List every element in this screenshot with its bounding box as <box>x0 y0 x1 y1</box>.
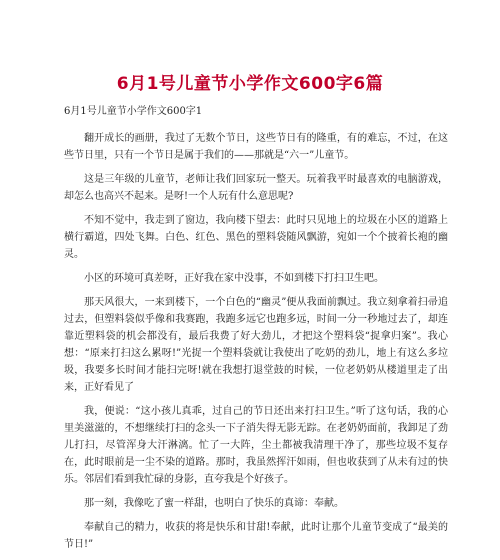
document-title: 6月1号儿童节小学作文600字6篇 <box>116 74 384 94</box>
paragraph: 那天风很大，一来到楼下，一个白色的“幽灵”便从我面前飘过。我立刻拿着扫帚追过去，但塑料袋似乎像和我赛跑，我跑多远它也跑多远，时间一分一秒地过去了，却连靠近塑料袋的机会都没有，最后我费了好大劲儿，才把这个塑料袋“捉拿归案”。我心想：“原来打扫这么累呀!”光捉一个塑料袋就让我使出了吃奶的劲儿，地上有这么多垃圾，我要多长时间才能扫完呀!就在我想打退堂鼓的时候，一位老奶奶从楼道里走了出来，正好看见了 <box>64 297 448 393</box>
paragraph: 奉献自己的精力，收获的将是快乐和甘甜!奉献，此时让那个儿童节变成了“最美的节日!” <box>64 522 448 550</box>
paragraph: 小区的环境可真差呀，正好我在家中没事，不如到楼下打扫卫生吧。 <box>84 273 384 284</box>
paragraph: 不知不觉中，我走到了窗边，我向楼下望去：此时只见地上的垃圾在小区的道路上横行霸道，四处飞舞。白色、红色、黑色的塑料袋随风飘游，宛如一个个披着长袍的幽灵。 <box>64 215 448 260</box>
paragraph: 这是三年级的儿童节，老师让我们回家玩一整天。玩着我平时最喜欢的电脑游戏，却怎么也高兴不起来。是呀!一个人玩有什么意思呢? <box>64 174 448 202</box>
document-subtitle: 6月1号儿童节小学作文600字1 <box>64 106 203 117</box>
paragraph: 翻开成长的画册，我过了无数个节日，这些节日有的隆重，有的难忘，不过，在这些节日里，只有一个节日是属于我们的——那就是“六一”儿童节。 <box>64 133 448 161</box>
paragraph: 我，便说：“这小孩儿真乖，过自己的节日还出来打扫卫生。”听了这句话，我的心里美滋滋的，不想继续打扫的念头一下子消失得无影无踪。在老奶奶面前，我卸足了劲儿打扫，尽管浑身大汗淋漓。忙了一大阵，尘土都被我清理干净了，那些垃圾不复存在，此时眼前是一尘不染的道路。那时，我虽然挥汗如雨，但也收获到了从未有过的快乐。邻居们看到我忙碌的身影，直夸我是个好孩子。 <box>64 406 448 485</box>
document-body <box>64 130 448 560</box>
paragraph: 那一刻，我像吃了蜜一样甜，也明白了快乐的真谛：奉献。 <box>84 498 344 509</box>
